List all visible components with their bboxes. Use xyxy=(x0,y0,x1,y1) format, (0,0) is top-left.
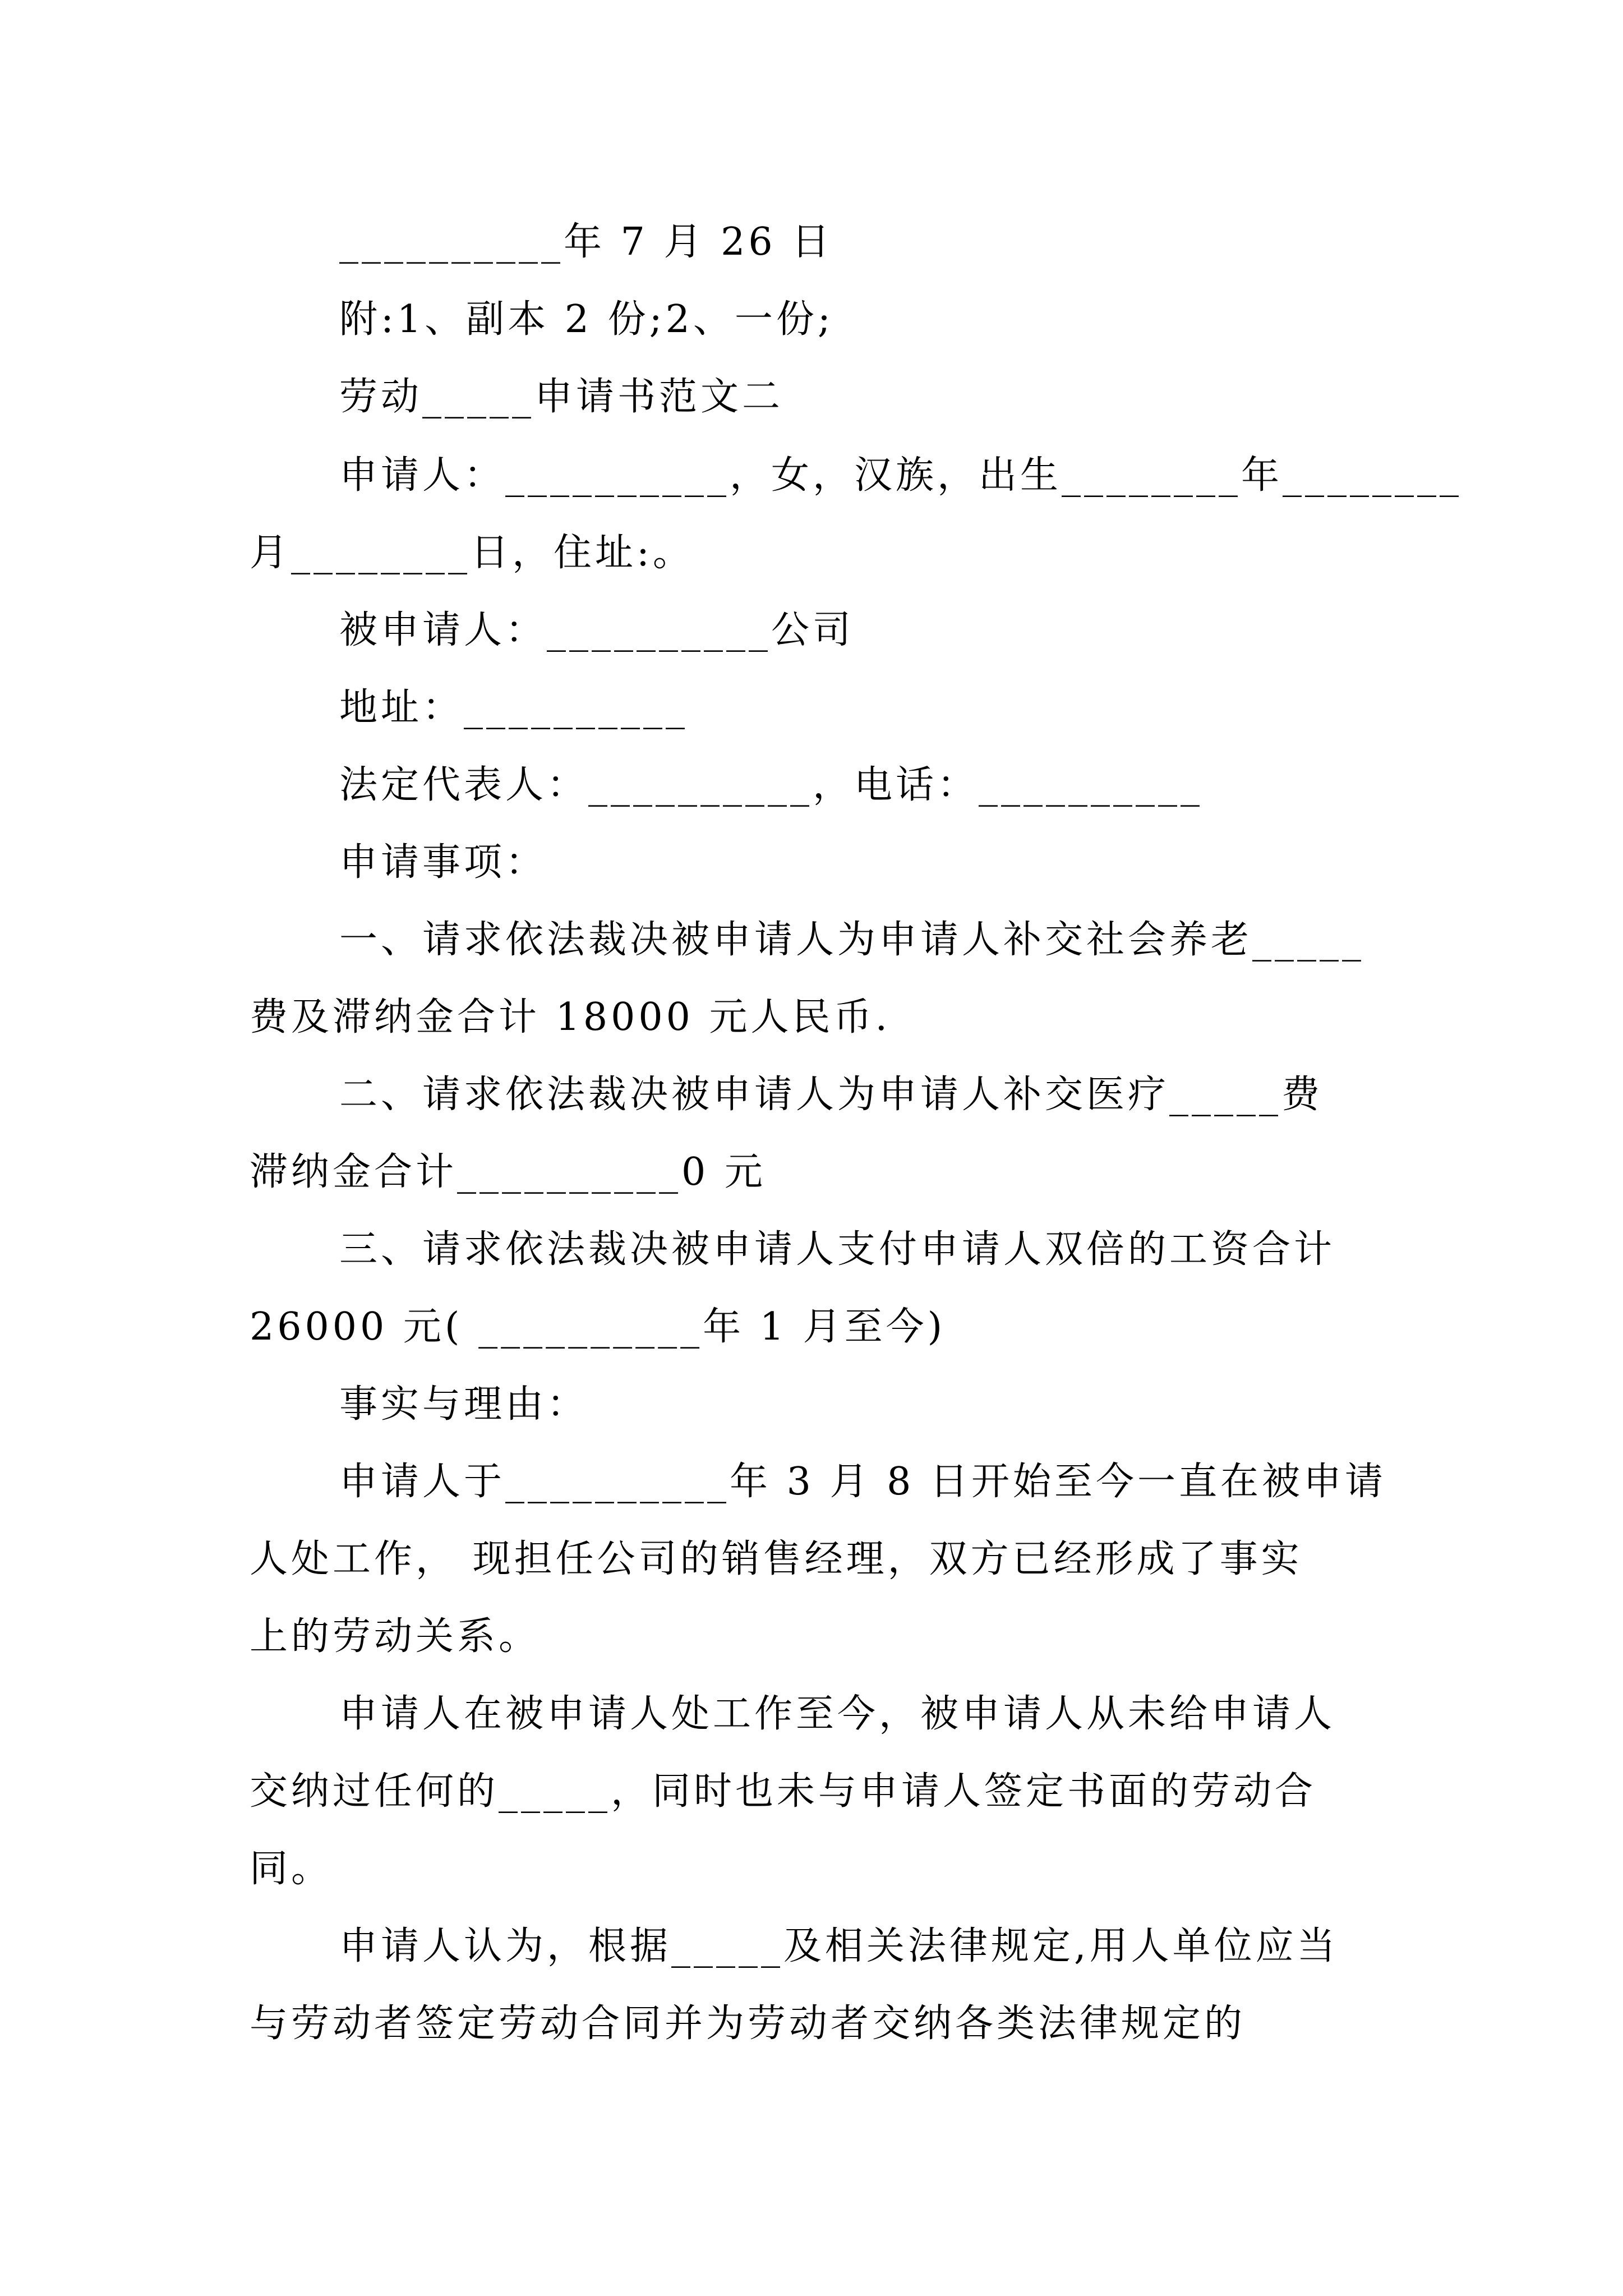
facts-paragraph-1-end: 上的劳动关系。 xyxy=(250,1614,541,1659)
facts-paragraph-3: 申请人认为，根据_____及相关法律规定,用人单位应当 xyxy=(339,1924,1339,1968)
request-2: 二、请求依法裁决被申请人为申请人补交医疗_____费 xyxy=(339,1073,1324,1117)
date-line: __________年 7 月 26 日 xyxy=(339,220,833,264)
section-heading-facts: 事实与理由： xyxy=(339,1382,589,1427)
request-3: 三、请求依法裁决被申请人支付申请人双倍的工资合计 xyxy=(339,1227,1336,1272)
facts-paragraph-2: 申请人在被申请人处工作至今，被申请人从未给申请人 xyxy=(339,1692,1336,1736)
legal-rep-line: 法定代表人：__________，电话：__________ xyxy=(339,763,1204,807)
facts-paragraph-3-cont: 与劳动者签定劳动合同并为劳动者交纳各类法律规定的 xyxy=(250,2001,1246,2046)
request-2-cont: 滞纳金合计__________0 元 xyxy=(250,1150,766,1194)
request-1: 一、请求依法裁决被申请人为申请人补交社会养老_____ xyxy=(339,918,1365,962)
attachment-line: 附:1、副本 2 份;2、一份; xyxy=(339,297,834,342)
request-1-cont: 费及滞纳金合计 18000 元人民币. xyxy=(250,995,891,1039)
applicant-line: 申请人：__________，女，汉族，出生________年________ xyxy=(339,453,1463,498)
applicant-line-cont: 月________日，住址:。 xyxy=(250,531,694,575)
request-3-cont: 26000 元( __________年 1 月至今) xyxy=(250,1305,946,1349)
facts-paragraph-2-cont: 交纳过任何的_____，同时也未与申请人签定书面的劳动合 xyxy=(250,1769,1317,1814)
facts-paragraph-1: 申请人于__________年 3 月 8 日开始至今一直在被申请 xyxy=(339,1460,1386,1504)
section-heading-requests: 申请事项： xyxy=(339,840,547,885)
respondent-line: 被申请人：__________公司 xyxy=(339,608,855,652)
sample-title: 劳动_____申请书范文二 xyxy=(339,375,784,419)
facts-paragraph-1-cont: 人处工作， 现担任公司的销售经理，双方已经形成了事实 xyxy=(250,1537,1303,1581)
address-line: 地址：__________ xyxy=(339,685,689,730)
facts-paragraph-2-end: 同。 xyxy=(250,1847,333,1891)
